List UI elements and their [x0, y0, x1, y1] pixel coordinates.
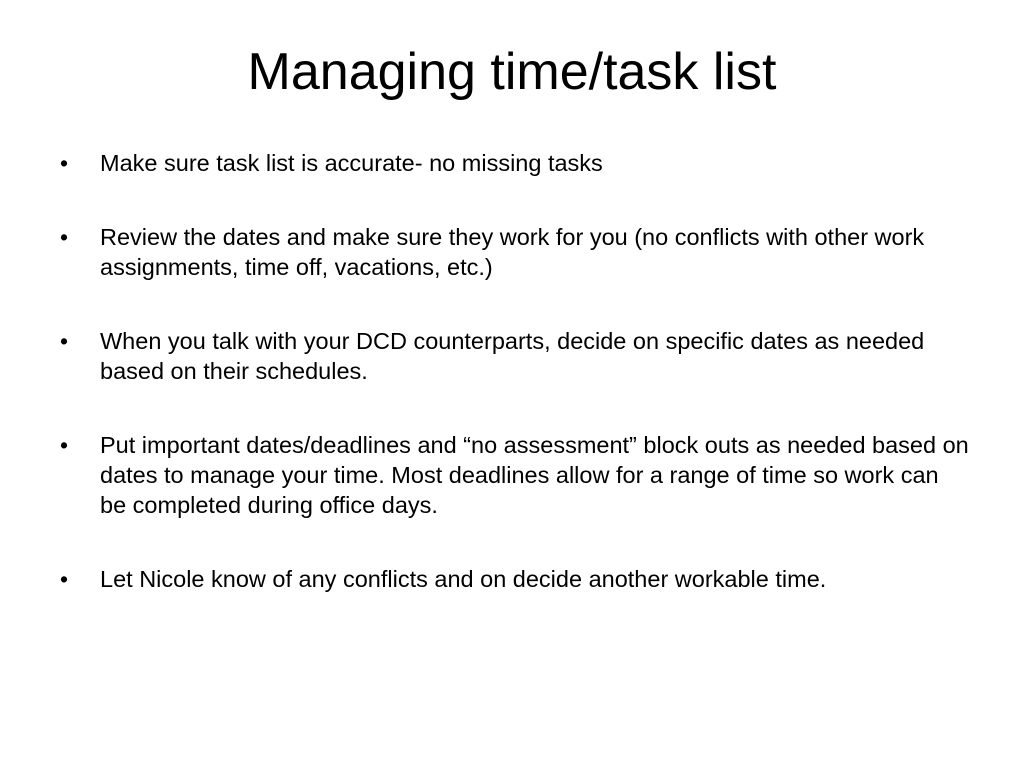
bullet-list	[60, 148, 970, 638]
bullet-item	[60, 564, 970, 594]
bullet-dot-icon: •	[60, 566, 69, 592]
bullet-item	[60, 148, 970, 178]
bullet-text: When you talk with your DCD counterparts, decide on specific dates as needed based on their schedules.	[100, 328, 925, 384]
bullet-item	[60, 222, 970, 282]
bullet-dot-icon: •	[60, 432, 69, 458]
bullet-text: Let Nicole know of any conflicts and on decide another workable time.	[100, 566, 827, 592]
bullet-dot-icon: •	[60, 150, 69, 176]
bullet-dot-icon: •	[60, 328, 69, 354]
bullet-text: Put important dates/deadlines and “no assessment” block outs as needed based on dates to manage your time. Most deadlines allow for a range of time so work can be completed during office days.	[100, 432, 969, 518]
slide-title: Managing time/task list	[247, 43, 777, 101]
bullet-text: Make sure task list is accurate- no missing tasks	[100, 150, 603, 176]
bullet-item	[60, 326, 970, 386]
bullet-dot-icon: •	[60, 224, 69, 250]
bullet-text: Review the dates and make sure they work for you (no conflicts with other work assignments, time off, vacations, etc.)	[100, 224, 925, 280]
bullet-item	[60, 430, 970, 520]
